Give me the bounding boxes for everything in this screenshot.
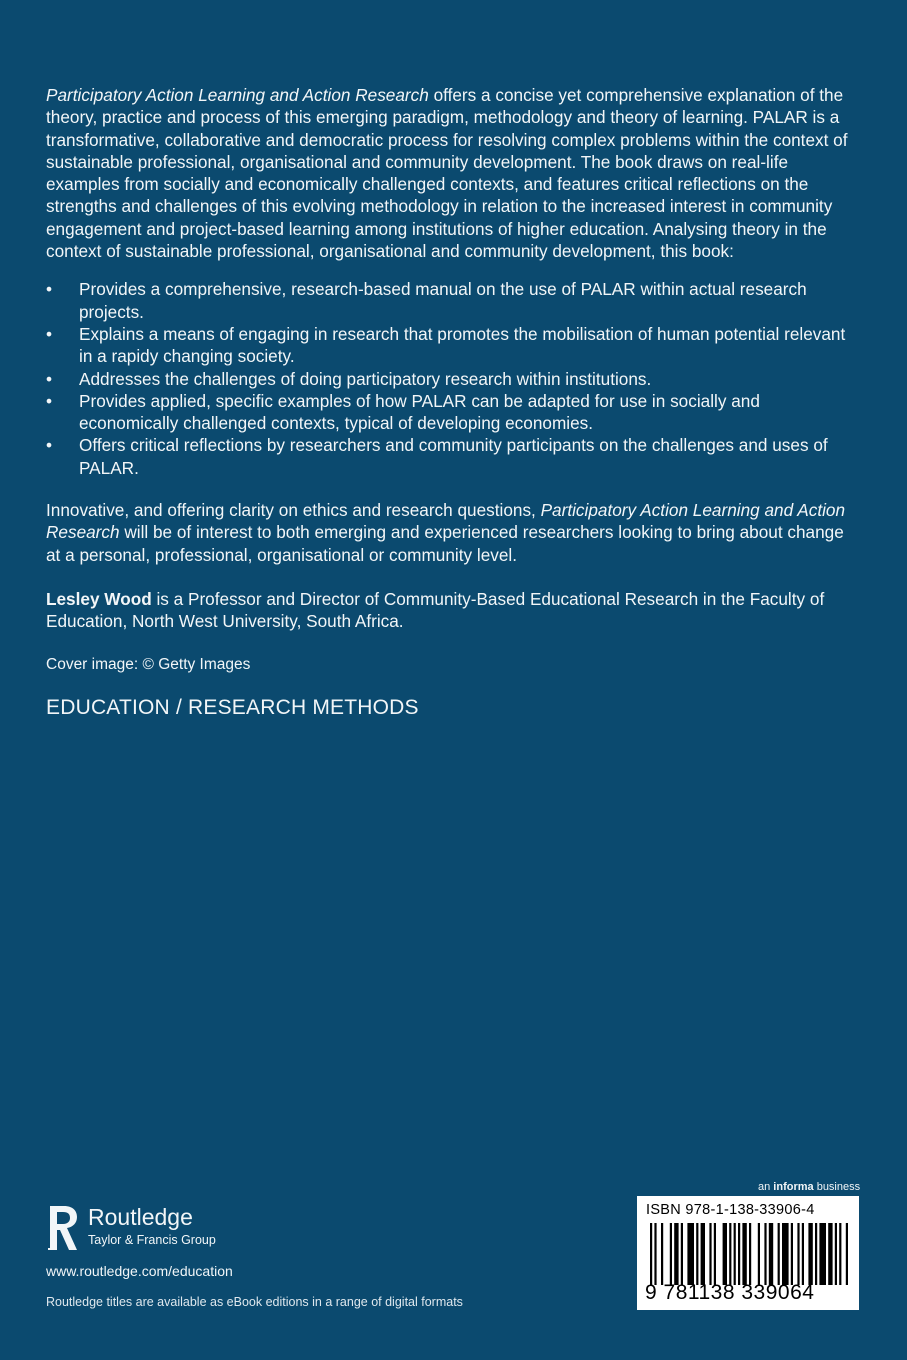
book-title-italic-2: Participatory Action Learning and Action Research [46,500,846,543]
publisher-block [46,1204,446,1280]
intro-paragraph [46,84,861,262]
barcode-bar [846,1223,848,1285]
bullet-icon: • [46,368,53,389]
author-name: Lesley Wood [46,588,152,609]
feature-text: Provides applied, specific examples of how PALAR can be adapted for use in socially and economically challenged contexts, typical of developing economies. [79,390,760,434]
barcode-bar [819,1223,826,1285]
barcode-bar [681,1223,683,1285]
bullet-icon: • [46,279,53,300]
back-cover-text [46,84,861,721]
barcode-bar [701,1223,705,1285]
informa-prefix: an [758,1181,774,1193]
barcode-bar [808,1223,812,1285]
barcode-bar [723,1223,727,1285]
isbn-barcode [637,1196,859,1310]
barcode-bar [791,1223,793,1285]
barcode-bar [797,1223,799,1285]
feature-text: Explains a means of engaging in research that promotes the mobilisation of human potential relevant in a rapidy changing society. [79,323,846,367]
feature-item [46,278,861,323]
book-title-italic: Participatory Action Learning and Action Research [46,85,429,105]
barcode-bar [696,1223,698,1285]
barcode-bar [778,1223,780,1285]
barcode-bar [738,1223,740,1285]
barcode-bar [749,1223,751,1285]
barcode-bar [670,1223,672,1285]
audience-tail: will be of interest to both emerging and experienced researchers looking to bring about change at a personal, professional, organisational or community level. [46,522,844,565]
barcode-bar [802,1223,804,1285]
feature-text: Provides a comprehensive, research-based manual on the use of PALAR within actual research projects. [79,279,807,322]
feature-text: Offers critical reflections by researchers and community participants on the challenges and uses of PALAR. [79,435,828,478]
barcode-bar [687,1223,694,1285]
barcode-bar [674,1223,678,1285]
feature-item [46,368,861,390]
feature-text: Addresses the challenges of doing participatory research within institutions. [79,368,652,389]
feature-item [46,323,861,368]
barcode-bar [782,1223,789,1285]
barcode-bar [734,1223,736,1285]
barcode-bar [758,1223,760,1285]
publisher-name: Routledge [88,1204,193,1230]
informa-suffix: business [813,1181,861,1193]
ebook-note: Routledge titles are available as eBook editions in a range of digital formats [46,1295,463,1309]
informa-brand: informa [773,1181,814,1193]
intro-text: offers a concise yet comprehensive explanation of the theory, practice and process of this emerging paradigm, methodology and theory of learning. PALAR is a transformative, collaborative and democratic process for resolving complex problems within the context of sustainable professional, organisational and community development. The book draws on real-life examples from socially and economically challenged contexts, and features critical reflections on the strengths and challenges of this evolving methodology in relation to the increased interest in community engagement and project-based learning among institutions of higher education. Analysing theory in the context of sustainable professional, organisational and community development, this book: [46,85,848,262]
barcode-bar [709,1223,711,1285]
barcode-bars [646,1223,852,1285]
barcode-bar [828,1223,832,1285]
barcode-bar [764,1223,766,1285]
feature-list [46,278,861,479]
bullet-icon: • [46,323,53,344]
feature-item [46,434,861,479]
isbn-number: ISBN 978-1-138-33906-4 [646,1202,815,1218]
feature-item [46,390,861,435]
subject-category: EDUCATION / RESEARCH METHODS [46,695,419,719]
author-bio [46,588,861,633]
cover-credit: Cover image: © Getty Images [46,655,251,673]
barcode-bar [661,1223,663,1285]
barcode-bar [815,1223,817,1285]
author-bio-text: is a Professor and Director of Community-Based Educational Research in the Faculty of Education, North West University, South Africa. [46,588,825,632]
publisher-group: Taylor & Francis Group [88,1233,216,1247]
bullet-icon: • [46,390,53,411]
publisher-url[interactable]: www.routledge.com/education [46,1263,233,1279]
barcode-bar [650,1223,652,1285]
informa-tagline [758,1181,860,1193]
barcode-bar [835,1223,837,1285]
barcode-bar [839,1223,841,1285]
audience-paragraph [46,499,861,566]
barcode-bar [769,1223,773,1285]
barcode-bar [729,1223,731,1285]
barcode-bar [714,1223,716,1285]
barcode-digits: 9 781138 339064 [645,1281,815,1304]
audience-lead: Innovative, and offering clarity on ethics and research questions, [46,500,541,521]
bullet-icon: • [46,435,53,456]
barcode-bar [654,1223,656,1285]
routledge-r-icon [46,1204,82,1252]
barcode-bar [742,1223,746,1285]
